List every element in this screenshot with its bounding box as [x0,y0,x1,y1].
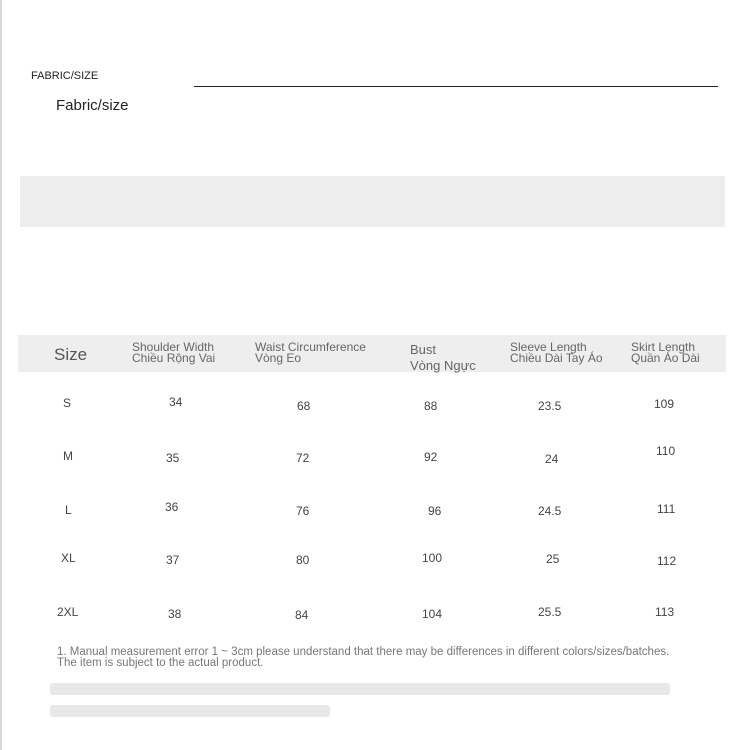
cell-waist: 80 [296,553,310,567]
header-skirt-length: Skirt Length Quần Áo Dài [631,340,700,365]
cell-bust: 92 [424,450,438,464]
cell-bust: 96 [428,504,442,518]
cell-bust: 100 [422,551,443,565]
size-table-header [18,335,726,372]
cell-size: S [63,396,72,410]
cell-waist: 76 [296,504,310,518]
cell-shoulder: 36 [165,500,179,514]
cell-skirt: 110 [656,444,676,458]
cell-size: M [63,449,73,463]
section-divider [194,86,718,87]
cell-skirt: 112 [657,554,677,568]
header-sleeve-length: Sleeve Length Chiều Dài Tay Áo [510,340,603,365]
header-size: Size [54,345,88,364]
cell-size: 2XL [57,605,79,619]
cell-waist: 72 [296,451,310,465]
cell-waist: 84 [295,608,309,622]
cell-sleeve: 23.5 [538,399,562,413]
section-title: Fabric/size [56,97,129,114]
cell-skirt: 109 [654,397,675,411]
cell-waist: 68 [297,399,311,413]
header-waist: Waist Circumference Vòng Eo [255,340,366,365]
section-label: FABRIC/SIZE [31,70,99,82]
page-left-border [0,0,2,750]
blurred-text-line [50,705,330,717]
measurement-note: 1. Manual measurement error 1 ~ 3cm please understand that there may be differences in different colors/sizes/batches. The item is subject to the actual product. [57,646,670,669]
cell-sleeve: 25 [546,552,560,566]
header-bust: Bust Vòng Ngực [410,342,476,373]
blurred-text-line [50,683,670,695]
cell-sleeve: 24 [545,452,559,466]
cell-size: L [65,503,72,517]
cell-shoulder: 37 [166,553,180,567]
cell-size: XL [61,551,76,565]
header-shoulder-width: Shoulder Width Chiều Rộng Vai [132,340,216,365]
blurred-banner [20,176,725,227]
cell-skirt: 111 [657,502,676,516]
cell-sleeve: 25.5 [538,605,562,619]
cell-bust: 104 [422,607,443,621]
cell-shoulder: 38 [168,607,182,621]
cell-bust: 88 [424,399,438,413]
cell-shoulder: 35 [166,451,180,465]
cell-skirt: 113 [655,605,675,619]
cell-sleeve: 24.5 [538,504,562,518]
cell-shoulder: 34 [169,395,183,409]
